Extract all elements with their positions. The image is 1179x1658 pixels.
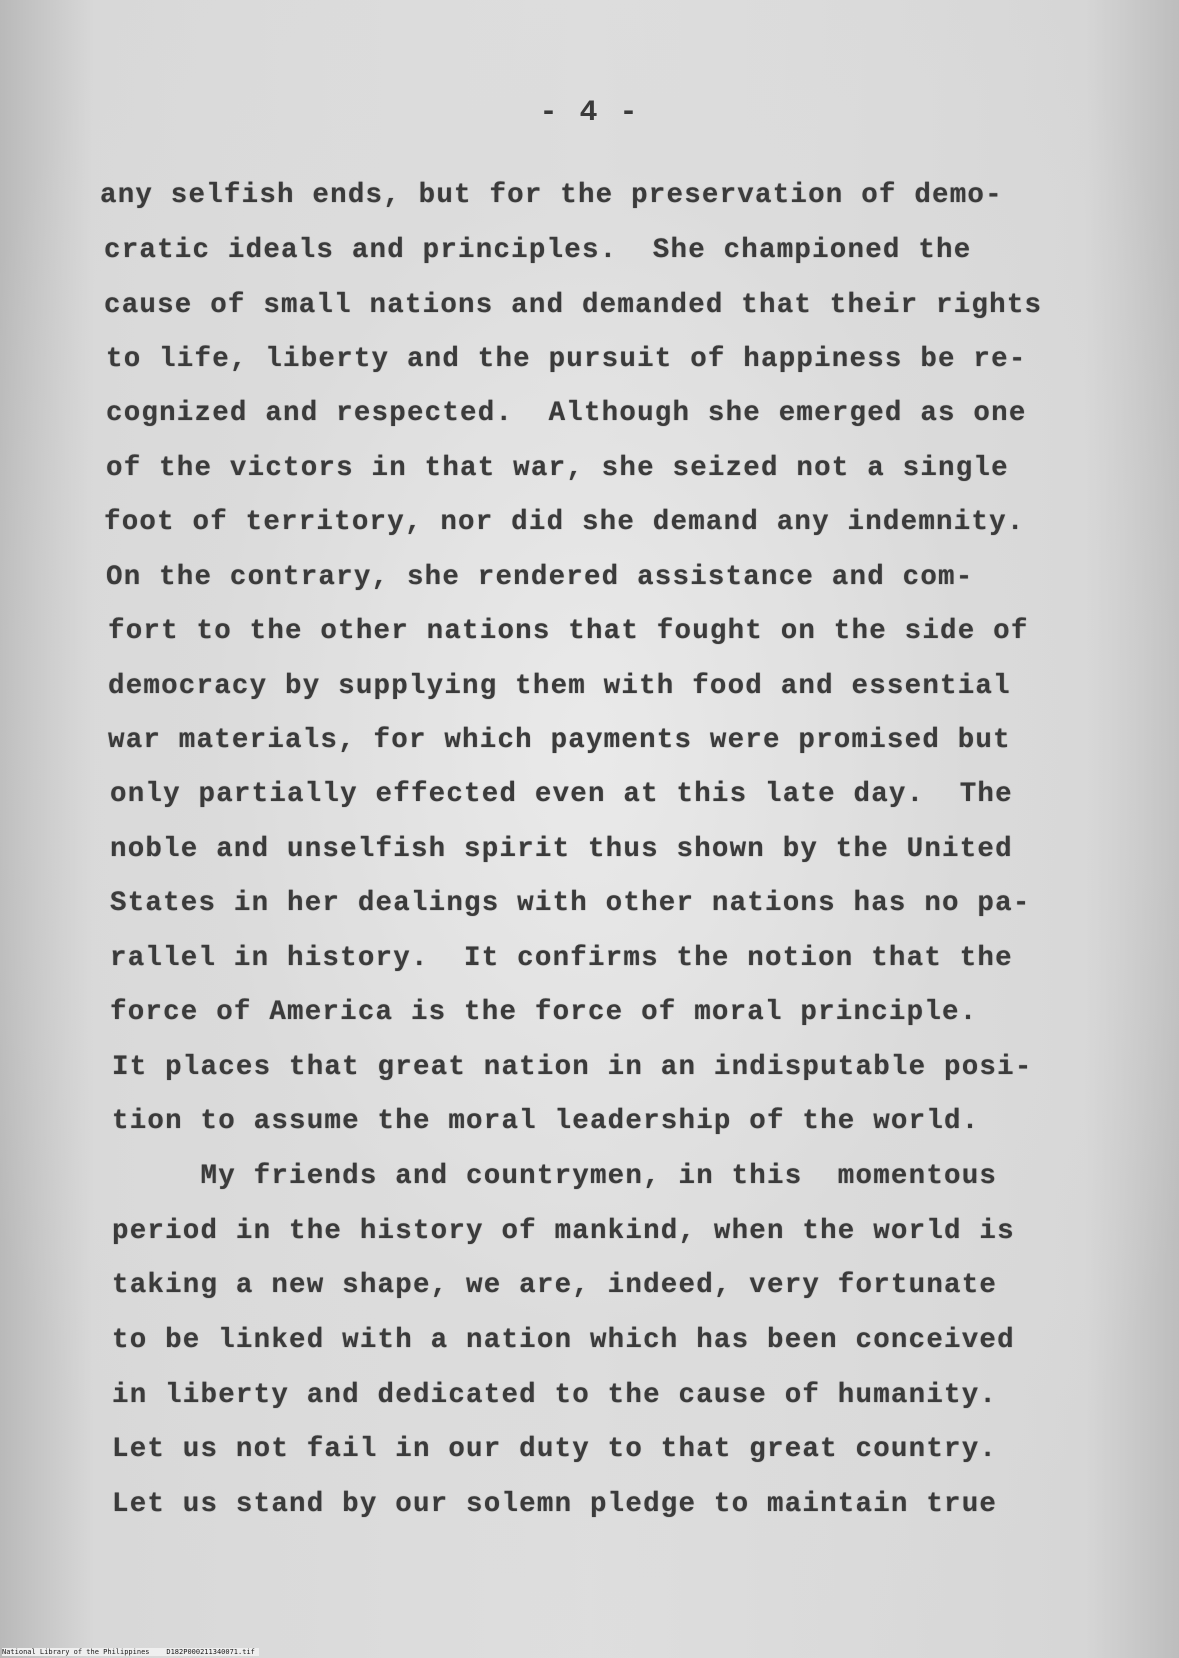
text-line: foot of territory, nor did she demand any indemnity. [104,507,1025,538]
archive-footer [2,1648,259,1656]
page-number: - 4 - [539,96,640,130]
text-line: My friends and countrymen, in this momentous [112,1161,998,1192]
text-line: any selfish ends, but for the preservation of demo- [100,180,1003,211]
text-line: cause of small nations and demanded that their rights [104,290,1043,321]
text-line: noble and unselfish spirit thus shown by the United [110,834,1013,865]
text-line: cognized and respected. Although she emerged as one [106,398,1027,429]
text-line: period in the history of mankind, when the world is [112,1216,1015,1247]
text-line: of the victors in that war, she seized not a single [106,453,1009,484]
text-line: It places that great nation in an indisputable posi- [112,1052,1033,1083]
text-line: war materials, for which payments were promised but [108,725,1011,756]
text-line: only partially effected even at this late day. The [110,779,1013,810]
text-line: States in her dealings with other nations has no pa- [110,888,1031,919]
text-line: tion to assume the moral leadership of the world. [112,1106,980,1137]
text-line: cratic ideals and principles. She championed the [104,235,972,266]
text-line: in liberty and dedicated to the cause of humanity. [112,1380,998,1411]
text-line: democracy by supplying them with food and essential [108,671,1011,702]
footer-file-id: D182P000211340071.tif [166,1648,255,1656]
text-line: rallel in history. It confirms the notion that the [110,943,1013,974]
footer-institution: National Library of the Philippines [2,1648,150,1656]
text-line: taking a new shape, we are, indeed, very fortunate [112,1270,998,1301]
text-line: Let us not fail in our duty to that great country. [112,1434,998,1465]
text-line: to be linked with a nation which has been conceived [112,1325,1015,1356]
text-line: Let us stand by our solemn pledge to maintain true [112,1489,998,1520]
text-line: force of America is the force of moral principle. [110,997,978,1028]
text-line: On the contrary, she rendered assistance and com- [106,562,974,593]
text-line: fort to the other nations that fought on the side of [108,616,1029,647]
text-line: to life, liberty and the pursuit of happiness be re- [106,344,1027,375]
